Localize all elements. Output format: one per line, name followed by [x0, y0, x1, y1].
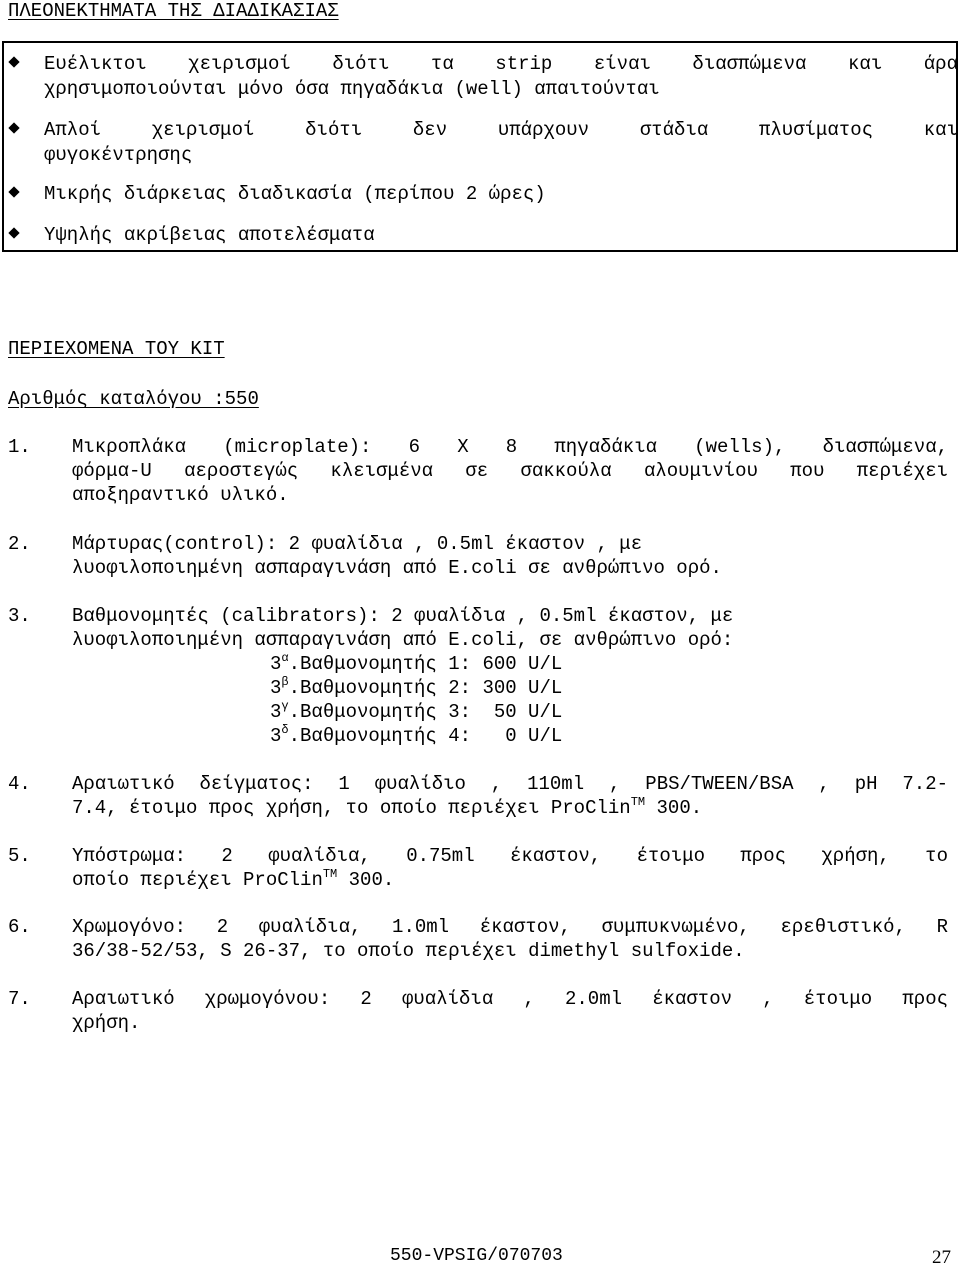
section-title-advantages: ΠΛΕΟΝΕΚΤΗΜΑΤΑ ΤΗΣ ΔΙΑΔΙΚΑΣΙΑΣ — [8, 0, 339, 22]
item-number: 4. — [8, 773, 31, 795]
item-text-line: αποξηραντικό υλικό. — [72, 484, 289, 506]
item-number: 5. — [8, 845, 31, 867]
advantage-line: χρησιμοποιούνται μόνο όσα πηγαδάκια (well) απαιτούνται — [44, 78, 660, 100]
item-text-line: Χρωμογόνο: 2 φυαλίδια, 1.0ml έκαστον, συμπυκνωμένο, ερεθιστικό, R — [72, 916, 948, 938]
item-text-line: φόρμα-U αεροστεγώς κλεισμένα σε σακκούλα αλουμινίου που περιέχει — [72, 460, 948, 482]
item-text-line: Αραιωτικό δείγματος: 1 φυαλίδιο , 110ml , PBS/TWEEN/BSA , pH 7.2- — [72, 773, 948, 795]
diamond-bullet-icon — [8, 186, 19, 197]
advantage-line: Μικρής διάρκειας διαδικασία (περίπου 2 ώρες) — [44, 183, 546, 205]
page-number: 27 — [932, 1247, 951, 1268]
item-text-line: χρήση. — [72, 1012, 141, 1034]
item-text-line: Μάρτυρας(control): 2 φυαλίδια , 0.5ml έκαστον , με — [72, 533, 643, 555]
item-text-line: Βαθμονομητές (calibrators): 2 φυαλίδια , 0.5ml έκαστον, με — [72, 605, 734, 627]
item-number: 1. — [8, 436, 31, 458]
diamond-bullet-icon — [8, 227, 19, 238]
advantage-line: φυγοκέντρησης — [44, 144, 193, 166]
calibrator-entry: $3^\alpha.B\alpha\theta\mu o\nu o\mu\eta\tau ή\varsigma$ 1: 600 U/L — [270, 651, 563, 675]
calibrator-entry: $3^\gamma.B\alpha\theta\mu o\nu o\mu\eta\tau ή\varsigma$ 3: 50 U/L — [270, 699, 563, 723]
item-number: 3. — [8, 605, 31, 627]
item-text-line: 7.4, έτοιμο προς χρήση, το οποίο περιέχει ProClin™ 300. — [72, 795, 703, 819]
catalog-number: Αριθμός καταλόγου :550 — [8, 388, 259, 410]
item-text-line: Αραιωτικό χρωμογόνου: 2 φυαλίδια , 2.0ml έκαστον , έτοιμο προς — [72, 988, 948, 1010]
advantage-line: Ευέλικτοι χειρισμοί διότι τα strip είναι διασπώμενα και άρα — [44, 53, 958, 75]
item-text-line: λυοφιλοποιημένη ασπαραγινάση από E.coli σε ανθρώπινο ορό. — [72, 557, 722, 579]
item-text-line: λυοφιλοποιημένη ασπαραγινάση από E.coli, σε ανθρώπινο ορό: — [72, 629, 734, 651]
calibrator-entry: $3^\beta.B\alpha\theta\mu o\nu o\mu\eta\tau ή\varsigma$ 2: 300 U/L — [270, 675, 563, 699]
item-text-line: 36/38-52/53, S 26-37, το οποίο περιέχει dimethyl sulfoxide. — [72, 940, 745, 962]
item-text-line: Μικροπλάκα (microplate): 6 X 8 πηγαδάκια (wells), διασπώμενα, — [72, 436, 948, 458]
diamond-bullet-icon — [8, 122, 19, 133]
diamond-bullet-icon — [8, 56, 19, 67]
item-number: 2. — [8, 533, 31, 555]
item-text-line: Υπόστρωμα: 2 φυαλίδια, 0.75ml έκαστον, έτοιμο προς χρήση, το — [72, 845, 948, 867]
section-title-kit-contents: ΠΕΡΙΕΧΟΜΕΝΑ ΤΟΥ ΚΙΤ — [8, 338, 225, 360]
advantage-line: Υψηλής ακρίβειας αποτελέσματα — [44, 224, 375, 246]
advantage-line: Απλοί χειρισμοί διότι δεν υπάρχουν στάδια πλυσίματος και — [44, 119, 958, 141]
item-text-line: οποίο περιέχει ProClin™ 300. — [72, 867, 395, 891]
calibrator-entry: $3^\delta.B\alpha\theta\mu o\nu o\mu\eta\tau ή\varsigma$ 4: 0 U/L — [270, 723, 563, 747]
advantages-box — [2, 41, 958, 252]
item-number: 6. — [8, 916, 31, 938]
document-code: 550-VPSIG/070703 — [390, 1246, 563, 1266]
item-number: 7. — [8, 988, 31, 1010]
